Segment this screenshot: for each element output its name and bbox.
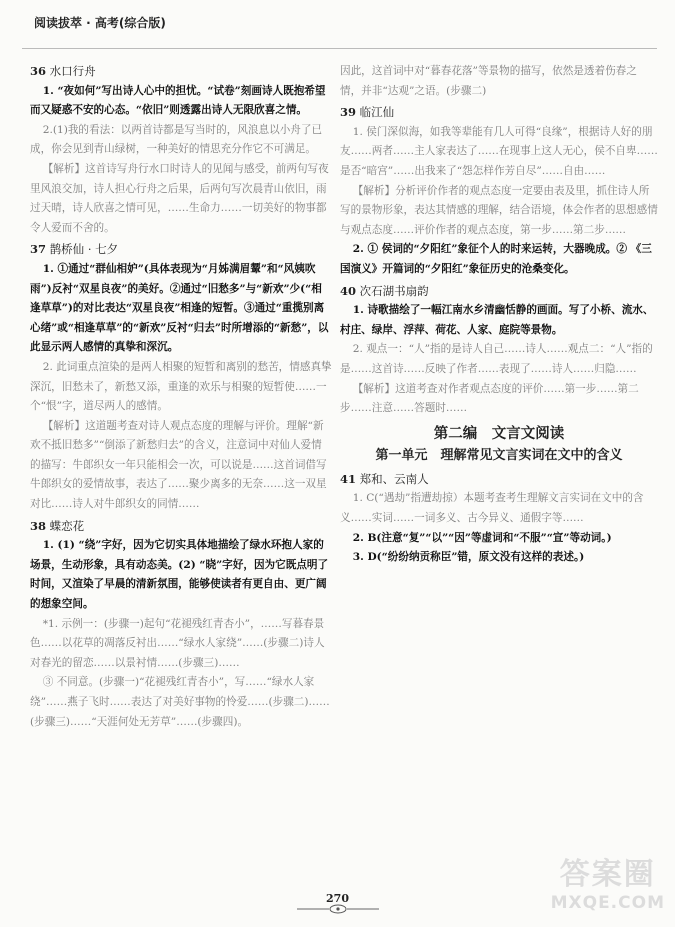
- question-number: 40: [340, 283, 357, 298]
- answer-paragraph: 1. 侯门深似海，如我等辈能有几人可得“良缘”，根据诗人好的朋友……两者……主人家表达了……在现事上这人无心，侯不自卑……是否“暗宫”……出我来了“怨怎样作芳自尽”……自由……: [340, 125, 658, 177]
- answer-paragraph: *1. 示例一：(步骤一)起句“花褪残红青杏小”，……写暮春景色……以花草的凋落反衬出……“绿水人家绕”……(步骤二)诗人对春光的留恋……以景衬情……(步骤三)……: [30, 617, 325, 669]
- answer-paragraph: 2. 观点一：“人”指的是诗人自己……诗人……观点二：“人”指的是……这首诗……反映了作者……表现了……诗人……归隐……: [340, 343, 653, 375]
- answer-paragraph: 因此，这首词中对“暮春花落”等景物的描写，依然是透着伤春之情，并非“达观”之语。(步骤二): [340, 65, 637, 97]
- question-title: 水口行舟: [49, 64, 96, 78]
- question-number: 36: [30, 64, 47, 78]
- analysis-paragraph: 【解析】分析评价作者的观点态度一定要由表及里，抓住诗人所写的景物形象，表达其情感的理解，结合语境，体会作者的思想感情与观点态度……评价作者的观点态度，第一步……第二步……: [340, 184, 658, 236]
- question-41-heading: [340, 470, 658, 490]
- answer-paragraph: 1. 诗歌描绘了一幅江南水乡清幽恬静的画面。写了小桥、流水、村庄、绿岸、浮萍、荷花、人家、庭院等景物。: [340, 304, 654, 336]
- watermark-url: MXQE.COM: [550, 893, 665, 913]
- section-heading: 第二编 文言文阅读: [433, 425, 565, 442]
- question-38-heading: [30, 517, 332, 537]
- question-37-heading: [30, 240, 332, 260]
- left-column: [30, 62, 332, 732]
- question-number: 38: [30, 518, 47, 533]
- question-40-heading: [340, 282, 658, 302]
- unit-heading: 第一单元 理解常见文言实词在文中的含义: [375, 448, 623, 464]
- question-number: 39: [340, 105, 357, 120]
- question-title: 鹊桥仙 · 七夕: [49, 242, 119, 257]
- question-title: 郑和、云南人: [359, 471, 429, 486]
- analysis-paragraph: 【解析】这道题考查对诗人观点态度的理解与评价。理解“新欢不抵旧愁多”“倒添了新愁归去”的含义，注意词中对仙人爱情的描写：牛郎织女一年只能相会一次，可以说是……这首词借写牛郎织女的爱情故事，表达了……聚少离多的无奈……这一双星对比……诗人对牛郎织女的同情……: [30, 419, 327, 511]
- answer-paragraph: 1. (1) “绕”字好，因为它切实具体地描绘了绿水环抱人家的场景，生动形象，具有动态美。(2) “晓”字好，因为它既点明了时间，又渲染了早晨的清新氛围，能够使读者有更自由、更广阔的想象空间。: [30, 539, 329, 611]
- answer-paragraph: 1. “夜如何”写出诗人心中的担忧。“试卷”刻画诗人既抱希望而又疑惑不安的心态。“依旧”则透露出诗人无限欣喜之情。: [30, 84, 326, 117]
- analysis-paragraph: 【解析】这道考查对作者观点态度的评价……第一步……第二步……注意……答题时……: [340, 382, 639, 415]
- answer-paragraph: 3. D(“纷纷纳贡称臣”错，原文没有这样的表述。): [352, 551, 585, 564]
- answer-paragraph: 2. 此词重点渲染的是两人相聚的短暂和离别的愁苦，情感真挚深沉，旧愁未了，新愁又添，重逢的欢乐与相聚的短暂使……一个“恨”字，道尽两人的感情。: [30, 360, 332, 413]
- question-number: 41: [340, 471, 357, 486]
- answer-paragraph: 2.(1)我的看法：以两首诗都是写当时的，风浪息以小舟了已成，你会见到青山绿树，一种美好的情思充分作它不可满足。: [30, 123, 323, 156]
- answer-paragraph: 2. B(注意“复”“以”“因”等虚词和“不服”“宣”等动词。): [352, 531, 612, 544]
- answer-paragraph: 2. ① 侯词的“夕阳红”象征个人的时来运转，大器晚成。② 《三国演义》开篇词的“夕阳红”象征历史的沧桑变化。: [340, 243, 652, 275]
- question-title: 临江仙: [359, 105, 395, 120]
- page-number: 270: [326, 892, 349, 905]
- answer-paragraph: 1. ①通过“群仙相妒”(具体表现为“月姊满眉颦”和“风姨吹雨”)反衬“双星良夜”的美好。②通过“旧愁多”与“新欢”少(“相逢草草”)的对比表达“双星良夜”相逢的短暂。③通过“重揽别离心绪”或“相逢草草”的“新欢”反衬“归去”时所增添的“新愁”，以此显示两人感情的真挚和深沉。: [30, 262, 329, 354]
- running-header: 阅读拔萃 · 高考(综合版): [34, 16, 166, 30]
- question-title: 蝶恋花: [49, 518, 85, 533]
- answer-paragraph: ③ 不同意。(步骤一)“花褪残红青杏小”，写……“绿水人家绕”……燕子飞时……表达了对美好事物的怜爱……(步骤二)……(步骤三)……“天涯何处无芳草”……(步骤四)。: [30, 676, 330, 728]
- right-column: [340, 62, 658, 568]
- header-rule: [22, 48, 657, 49]
- watermark-title: 答案圈: [559, 857, 656, 892]
- footer-ornament-icon: [295, 903, 381, 915]
- question-number: 37: [30, 242, 47, 257]
- analysis-paragraph: 【解析】这首诗写舟行水口时诗人的见闻与感受，前两句写夜里风浪交加，诗人担心行舟之后果，后两句写次晨青山依旧，雨过天晴，诗人欣喜之情可见，……生命力……一切美好的物事都令人爱而不舍的。: [30, 162, 329, 234]
- question-39-heading: [340, 103, 658, 123]
- question-36-heading: [30, 62, 332, 82]
- answer-paragraph: 1. C(“遇劫”指遭劫掠）本题考查考生理解文言实词在文中的含义……实词……一词多义、古今异义、通假字等……: [340, 492, 644, 525]
- watermark-logo: [551, 849, 665, 913]
- question-title: 次石湖书扇韵: [359, 283, 429, 298]
